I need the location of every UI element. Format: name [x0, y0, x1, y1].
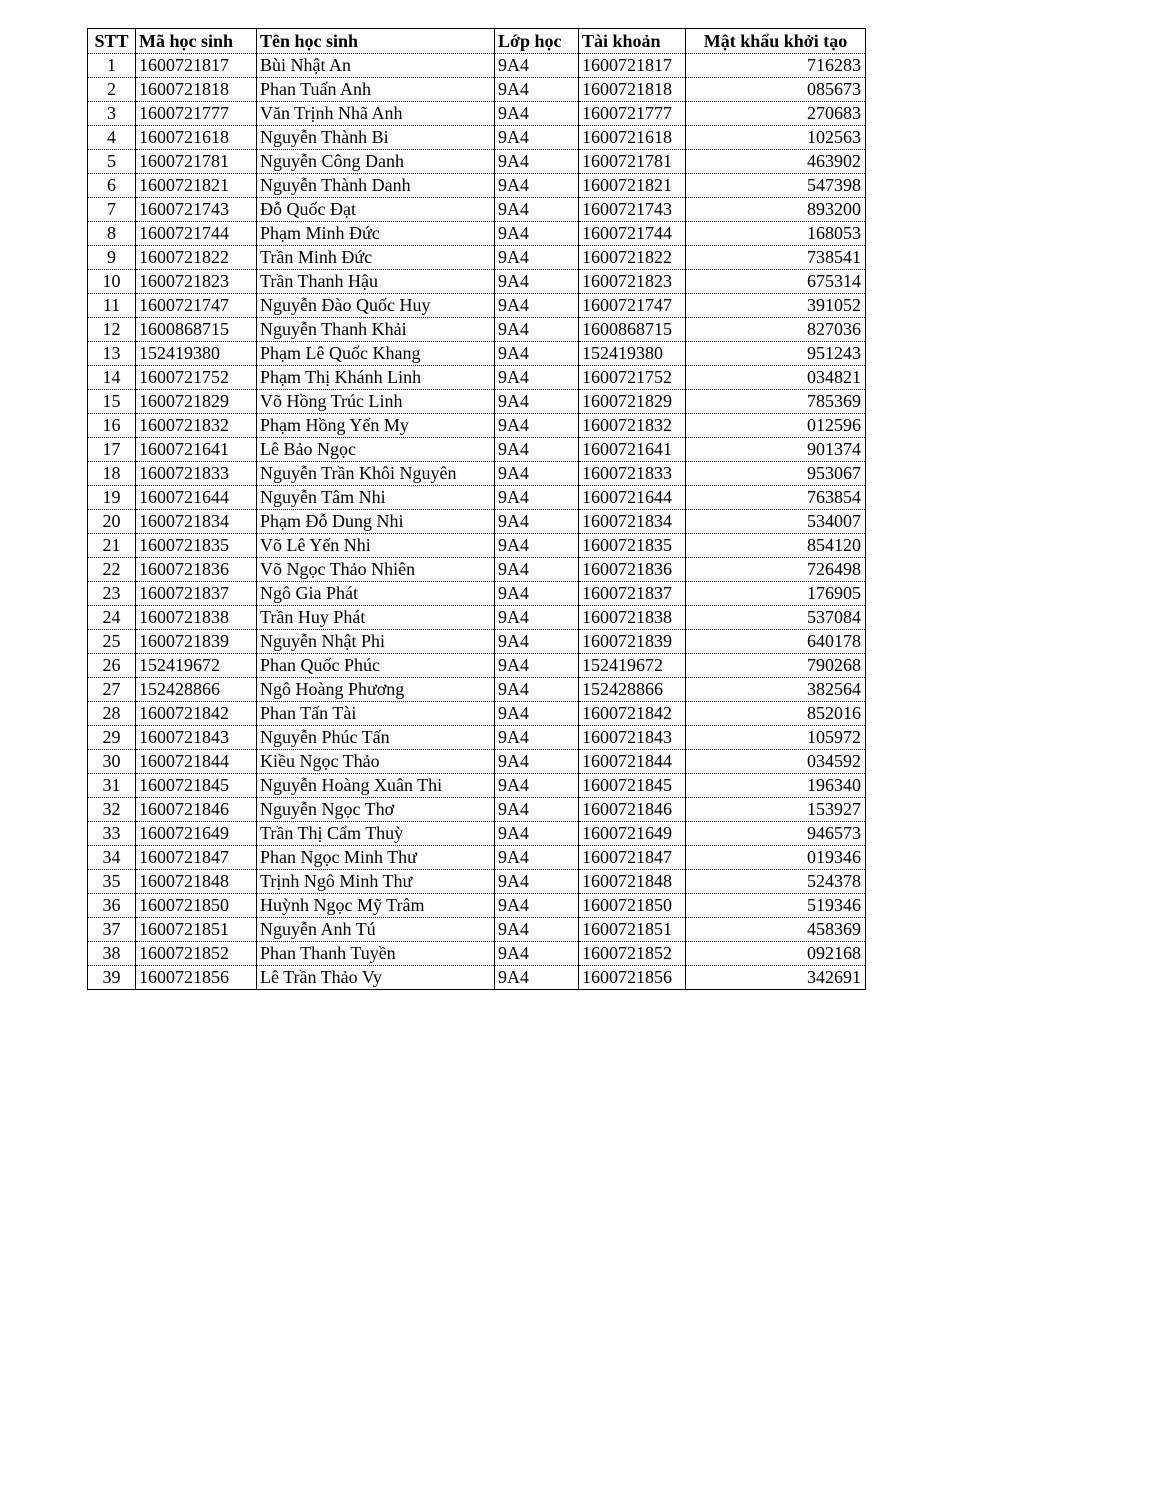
cell-ma-hoc-sinh: 1600721821 [136, 174, 257, 198]
cell-lop-hoc: 9A4 [495, 870, 579, 894]
cell-ten-hoc-sinh: Phạm Đỗ Dung Nhi [257, 510, 495, 534]
cell-ma-hoc-sinh: 1600721837 [136, 582, 257, 606]
cell-lop-hoc: 9A4 [495, 486, 579, 510]
cell-lop-hoc: 9A4 [495, 534, 579, 558]
cell-stt: 35 [88, 870, 136, 894]
cell-mat-khau: 092168 [686, 942, 866, 966]
cell-stt: 17 [88, 438, 136, 462]
cell-lop-hoc: 9A4 [495, 702, 579, 726]
cell-lop-hoc: 9A4 [495, 966, 579, 990]
cell-lop-hoc: 9A4 [495, 342, 579, 366]
cell-stt: 9 [88, 246, 136, 270]
cell-mat-khau: 102563 [686, 126, 866, 150]
cell-lop-hoc: 9A4 [495, 894, 579, 918]
cell-ma-hoc-sinh: 1600721842 [136, 702, 257, 726]
cell-mat-khau: 534007 [686, 510, 866, 534]
cell-lop-hoc: 9A4 [495, 918, 579, 942]
header-ten-hoc-sinh: Tên học sinh [257, 29, 495, 54]
cell-lop-hoc: 9A4 [495, 126, 579, 150]
cell-mat-khau: 901374 [686, 438, 866, 462]
cell-ma-hoc-sinh: 1600721843 [136, 726, 257, 750]
cell-ten-hoc-sinh: Phan Quốc Phúc [257, 654, 495, 678]
cell-ten-hoc-sinh: Phan Ngọc Minh Thư [257, 846, 495, 870]
cell-mat-khau: 012596 [686, 414, 866, 438]
cell-ma-hoc-sinh: 1600721752 [136, 366, 257, 390]
cell-mat-khau: 019346 [686, 846, 866, 870]
table-row [88, 558, 866, 582]
table-row [88, 222, 866, 246]
cell-ten-hoc-sinh: Bùi Nhật An [257, 54, 495, 78]
cell-tai-khoan: 1600721747 [579, 294, 686, 318]
cell-ma-hoc-sinh: 1600721856 [136, 966, 257, 990]
cell-lop-hoc: 9A4 [495, 438, 579, 462]
table-row [88, 750, 866, 774]
cell-ma-hoc-sinh: 1600721836 [136, 558, 257, 582]
cell-stt: 19 [88, 486, 136, 510]
cell-stt: 33 [88, 822, 136, 846]
cell-ma-hoc-sinh: 1600721641 [136, 438, 257, 462]
cell-tai-khoan: 1600721644 [579, 486, 686, 510]
cell-tai-khoan: 1600721743 [579, 198, 686, 222]
cell-tai-khoan: 1600721843 [579, 726, 686, 750]
table-row [88, 54, 866, 78]
cell-tai-khoan: 1600721845 [579, 774, 686, 798]
cell-ten-hoc-sinh: Nguyễn Tâm Nhi [257, 486, 495, 510]
cell-mat-khau: 827036 [686, 318, 866, 342]
cell-stt: 34 [88, 846, 136, 870]
cell-mat-khau: 716283 [686, 54, 866, 78]
cell-ten-hoc-sinh: Nguyễn Anh Tú [257, 918, 495, 942]
header-tai-khoan: Tài khoản [579, 29, 686, 54]
cell-lop-hoc: 9A4 [495, 822, 579, 846]
cell-tai-khoan: 1600721851 [579, 918, 686, 942]
table-row [88, 270, 866, 294]
cell-ma-hoc-sinh: 1600721649 [136, 822, 257, 846]
cell-ten-hoc-sinh: Ngô Gia Phát [257, 582, 495, 606]
cell-lop-hoc: 9A4 [495, 726, 579, 750]
cell-lop-hoc: 9A4 [495, 54, 579, 78]
cell-ten-hoc-sinh: Võ Lê Yến Nhi [257, 534, 495, 558]
cell-ma-hoc-sinh: 1600721847 [136, 846, 257, 870]
cell-ma-hoc-sinh: 1600721850 [136, 894, 257, 918]
cell-tai-khoan: 152428866 [579, 678, 686, 702]
cell-mat-khau: 640178 [686, 630, 866, 654]
table-row [88, 342, 866, 366]
cell-stt: 16 [88, 414, 136, 438]
cell-ma-hoc-sinh: 1600721835 [136, 534, 257, 558]
cell-mat-khau: 893200 [686, 198, 866, 222]
table-row [88, 726, 866, 750]
cell-ten-hoc-sinh: Nguyễn Thành Bi [257, 126, 495, 150]
cell-lop-hoc: 9A4 [495, 462, 579, 486]
table-row [88, 366, 866, 390]
cell-mat-khau: 168053 [686, 222, 866, 246]
cell-tai-khoan: 1600721822 [579, 246, 686, 270]
cell-ten-hoc-sinh: Nguyễn Trần Khôi Nguyên [257, 462, 495, 486]
table-row [88, 774, 866, 798]
table-row [88, 582, 866, 606]
cell-lop-hoc: 9A4 [495, 414, 579, 438]
table-row [88, 678, 866, 702]
cell-mat-khau: 547398 [686, 174, 866, 198]
cell-ten-hoc-sinh: Nguyễn Đào Quốc Huy [257, 294, 495, 318]
cell-ten-hoc-sinh: Trịnh Ngô Minh Thư [257, 870, 495, 894]
cell-ten-hoc-sinh: Phan Tuấn Anh [257, 78, 495, 102]
cell-ma-hoc-sinh: 152428866 [136, 678, 257, 702]
cell-ten-hoc-sinh: Phạm Lê Quốc Khang [257, 342, 495, 366]
cell-mat-khau: 085673 [686, 78, 866, 102]
cell-ten-hoc-sinh: Võ Hồng Trúc Linh [257, 390, 495, 414]
cell-stt: 20 [88, 510, 136, 534]
cell-mat-khau: 763854 [686, 486, 866, 510]
cell-ma-hoc-sinh: 1600721822 [136, 246, 257, 270]
cell-tai-khoan: 1600721818 [579, 78, 686, 102]
table-header [88, 29, 866, 54]
cell-lop-hoc: 9A4 [495, 654, 579, 678]
cell-mat-khau: 034592 [686, 750, 866, 774]
cell-lop-hoc: 9A4 [495, 678, 579, 702]
cell-ten-hoc-sinh: Phan Tấn Tài [257, 702, 495, 726]
cell-ten-hoc-sinh: Trần Thị Cẩm Thuỳ [257, 822, 495, 846]
cell-ma-hoc-sinh: 1600721744 [136, 222, 257, 246]
table-row [88, 606, 866, 630]
cell-lop-hoc: 9A4 [495, 270, 579, 294]
cell-mat-khau: 854120 [686, 534, 866, 558]
cell-mat-khau: 537084 [686, 606, 866, 630]
student-account-table [87, 28, 866, 990]
cell-lop-hoc: 9A4 [495, 78, 579, 102]
cell-mat-khau: 382564 [686, 678, 866, 702]
cell-mat-khau: 953067 [686, 462, 866, 486]
cell-lop-hoc: 9A4 [495, 582, 579, 606]
cell-ten-hoc-sinh: Phạm Thị Khánh Linh [257, 366, 495, 390]
cell-ma-hoc-sinh: 1600721832 [136, 414, 257, 438]
cell-tai-khoan: 1600721847 [579, 846, 686, 870]
table-body [88, 54, 866, 990]
cell-stt: 31 [88, 774, 136, 798]
cell-ma-hoc-sinh: 1600721781 [136, 150, 257, 174]
cell-ma-hoc-sinh: 1600721846 [136, 798, 257, 822]
cell-ten-hoc-sinh: Huỳnh Ngọc Mỹ Trâm [257, 894, 495, 918]
cell-stt: 32 [88, 798, 136, 822]
cell-ten-hoc-sinh: Nguyễn Nhật Phi [257, 630, 495, 654]
cell-ma-hoc-sinh: 1600721848 [136, 870, 257, 894]
cell-stt: 25 [88, 630, 136, 654]
cell-stt: 7 [88, 198, 136, 222]
cell-tai-khoan: 1600721836 [579, 558, 686, 582]
cell-tai-khoan: 1600721838 [579, 606, 686, 630]
cell-ten-hoc-sinh: Trần Thanh Hậu [257, 270, 495, 294]
cell-tai-khoan: 1600721833 [579, 462, 686, 486]
cell-tai-khoan: 152419672 [579, 654, 686, 678]
cell-ten-hoc-sinh: Phạm Hồng Yến My [257, 414, 495, 438]
cell-ten-hoc-sinh: Nguyễn Phúc Tấn [257, 726, 495, 750]
cell-mat-khau: 790268 [686, 654, 866, 678]
cell-ten-hoc-sinh: Kiều Ngọc Thảo [257, 750, 495, 774]
cell-stt: 39 [88, 966, 136, 990]
table-row [88, 966, 866, 990]
cell-stt: 4 [88, 126, 136, 150]
table-row [88, 246, 866, 270]
cell-ma-hoc-sinh: 1600721845 [136, 774, 257, 798]
table-row [88, 630, 866, 654]
cell-tai-khoan: 1600721829 [579, 390, 686, 414]
cell-tai-khoan: 1600721835 [579, 534, 686, 558]
cell-tai-khoan: 152419380 [579, 342, 686, 366]
cell-stt: 24 [88, 606, 136, 630]
cell-mat-khau: 951243 [686, 342, 866, 366]
cell-mat-khau: 458369 [686, 918, 866, 942]
table-row [88, 318, 866, 342]
cell-ma-hoc-sinh: 1600721818 [136, 78, 257, 102]
table-row [88, 390, 866, 414]
cell-tai-khoan: 1600721641 [579, 438, 686, 462]
table-row [88, 510, 866, 534]
table-row [88, 78, 866, 102]
cell-stt: 13 [88, 342, 136, 366]
cell-tai-khoan: 1600721842 [579, 702, 686, 726]
cell-stt: 38 [88, 942, 136, 966]
cell-mat-khau: 270683 [686, 102, 866, 126]
table-row [88, 150, 866, 174]
cell-mat-khau: 726498 [686, 558, 866, 582]
cell-tai-khoan: 1600721618 [579, 126, 686, 150]
cell-stt: 14 [88, 366, 136, 390]
cell-stt: 15 [88, 390, 136, 414]
table-row [88, 822, 866, 846]
cell-stt: 18 [88, 462, 136, 486]
cell-stt: 30 [88, 750, 136, 774]
cell-tai-khoan: 1600721817 [579, 54, 686, 78]
cell-lop-hoc: 9A4 [495, 750, 579, 774]
cell-ma-hoc-sinh: 1600721839 [136, 630, 257, 654]
table-row [88, 894, 866, 918]
cell-tai-khoan: 1600721781 [579, 150, 686, 174]
cell-ten-hoc-sinh: Nguyễn Hoàng Xuân Thi [257, 774, 495, 798]
table-row [88, 294, 866, 318]
cell-stt: 8 [88, 222, 136, 246]
cell-tai-khoan: 1600721649 [579, 822, 686, 846]
table-row [88, 654, 866, 678]
cell-mat-khau: 153927 [686, 798, 866, 822]
cell-ma-hoc-sinh: 1600721644 [136, 486, 257, 510]
cell-lop-hoc: 9A4 [495, 150, 579, 174]
table-row [88, 486, 866, 510]
cell-stt: 22 [88, 558, 136, 582]
cell-stt: 29 [88, 726, 136, 750]
table-row [88, 942, 866, 966]
cell-tai-khoan: 1600721837 [579, 582, 686, 606]
cell-lop-hoc: 9A4 [495, 246, 579, 270]
cell-lop-hoc: 9A4 [495, 630, 579, 654]
cell-lop-hoc: 9A4 [495, 558, 579, 582]
cell-ten-hoc-sinh: Văn Trịnh Nhã Anh [257, 102, 495, 126]
cell-ten-hoc-sinh: Lê Bảo Ngọc [257, 438, 495, 462]
cell-stt: 23 [88, 582, 136, 606]
cell-ma-hoc-sinh: 1600721844 [136, 750, 257, 774]
cell-lop-hoc: 9A4 [495, 798, 579, 822]
cell-mat-khau: 738541 [686, 246, 866, 270]
table-row [88, 462, 866, 486]
cell-tai-khoan: 1600721777 [579, 102, 686, 126]
cell-mat-khau: 034821 [686, 366, 866, 390]
cell-ma-hoc-sinh: 1600721838 [136, 606, 257, 630]
table-row [88, 174, 866, 198]
header-row [88, 29, 866, 54]
cell-ten-hoc-sinh: Ngô Hoàng Phương [257, 678, 495, 702]
cell-lop-hoc: 9A4 [495, 390, 579, 414]
cell-stt: 27 [88, 678, 136, 702]
cell-mat-khau: 675314 [686, 270, 866, 294]
cell-tai-khoan: 1600721834 [579, 510, 686, 534]
header-lop-hoc: Lớp học [495, 29, 579, 54]
cell-ma-hoc-sinh: 1600721747 [136, 294, 257, 318]
cell-ten-hoc-sinh: Võ Ngọc Thảo Nhiên [257, 558, 495, 582]
cell-ten-hoc-sinh: Trần Minh Đức [257, 246, 495, 270]
header-mat-khau: Mật khẩu khởi tạo [686, 29, 866, 54]
cell-lop-hoc: 9A4 [495, 222, 579, 246]
table-row [88, 126, 866, 150]
cell-tai-khoan: 1600721823 [579, 270, 686, 294]
cell-tai-khoan: 1600721852 [579, 942, 686, 966]
table-row [88, 846, 866, 870]
cell-ten-hoc-sinh: Phạm Minh Đức [257, 222, 495, 246]
cell-mat-khau: 852016 [686, 702, 866, 726]
table-row [88, 870, 866, 894]
cell-stt: 10 [88, 270, 136, 294]
cell-stt: 5 [88, 150, 136, 174]
cell-stt: 11 [88, 294, 136, 318]
cell-tai-khoan: 1600721821 [579, 174, 686, 198]
cell-stt: 1 [88, 54, 136, 78]
cell-ma-hoc-sinh: 1600721777 [136, 102, 257, 126]
cell-stt: 28 [88, 702, 136, 726]
cell-stt: 12 [88, 318, 136, 342]
cell-lop-hoc: 9A4 [495, 774, 579, 798]
cell-mat-khau: 519346 [686, 894, 866, 918]
table-row [88, 438, 866, 462]
cell-ma-hoc-sinh: 1600721817 [136, 54, 257, 78]
cell-lop-hoc: 9A4 [495, 318, 579, 342]
cell-ma-hoc-sinh: 1600721743 [136, 198, 257, 222]
cell-lop-hoc: 9A4 [495, 102, 579, 126]
cell-ma-hoc-sinh: 1600721851 [136, 918, 257, 942]
cell-tai-khoan: 1600721848 [579, 870, 686, 894]
table-row [88, 102, 866, 126]
cell-tai-khoan: 1600721844 [579, 750, 686, 774]
table-row [88, 534, 866, 558]
cell-mat-khau: 463902 [686, 150, 866, 174]
cell-lop-hoc: 9A4 [495, 294, 579, 318]
cell-ten-hoc-sinh: Nguyễn Thanh Khải [257, 318, 495, 342]
header-ma-hoc-sinh: Mã học sinh [136, 29, 257, 54]
cell-stt: 3 [88, 102, 136, 126]
cell-tai-khoan: 1600868715 [579, 318, 686, 342]
cell-stt: 26 [88, 654, 136, 678]
header-stt: STT [88, 29, 136, 54]
cell-mat-khau: 196340 [686, 774, 866, 798]
table-row [88, 414, 866, 438]
cell-mat-khau: 176905 [686, 582, 866, 606]
cell-lop-hoc: 9A4 [495, 366, 579, 390]
cell-ten-hoc-sinh: Nguyễn Thành Danh [257, 174, 495, 198]
cell-ten-hoc-sinh: Trần Huy Phát [257, 606, 495, 630]
cell-ma-hoc-sinh: 1600721829 [136, 390, 257, 414]
cell-tai-khoan: 1600721832 [579, 414, 686, 438]
cell-ma-hoc-sinh: 1600721852 [136, 942, 257, 966]
table-row [88, 798, 866, 822]
cell-ten-hoc-sinh: Nguyễn Công Danh [257, 150, 495, 174]
cell-stt: 6 [88, 174, 136, 198]
cell-ten-hoc-sinh: Lê Trần Thảo Vy [257, 966, 495, 990]
table-row [88, 198, 866, 222]
table-row [88, 918, 866, 942]
cell-ma-hoc-sinh: 1600721834 [136, 510, 257, 534]
cell-tai-khoan: 1600721839 [579, 630, 686, 654]
cell-mat-khau: 785369 [686, 390, 866, 414]
cell-stt: 37 [88, 918, 136, 942]
cell-ma-hoc-sinh: 1600868715 [136, 318, 257, 342]
cell-mat-khau: 946573 [686, 822, 866, 846]
table-row [88, 702, 866, 726]
cell-tai-khoan: 1600721744 [579, 222, 686, 246]
cell-stt: 2 [88, 78, 136, 102]
cell-stt: 36 [88, 894, 136, 918]
cell-ten-hoc-sinh: Đỗ Quốc Đạt [257, 198, 495, 222]
cell-tai-khoan: 1600721850 [579, 894, 686, 918]
cell-tai-khoan: 1600721752 [579, 366, 686, 390]
cell-stt: 21 [88, 534, 136, 558]
cell-ma-hoc-sinh: 1600721823 [136, 270, 257, 294]
cell-mat-khau: 524378 [686, 870, 866, 894]
cell-ma-hoc-sinh: 1600721618 [136, 126, 257, 150]
cell-lop-hoc: 9A4 [495, 942, 579, 966]
cell-ten-hoc-sinh: Phan Thanh Tuyền [257, 942, 495, 966]
cell-lop-hoc: 9A4 [495, 174, 579, 198]
cell-ma-hoc-sinh: 1600721833 [136, 462, 257, 486]
cell-lop-hoc: 9A4 [495, 846, 579, 870]
cell-tai-khoan: 1600721856 [579, 966, 686, 990]
cell-lop-hoc: 9A4 [495, 198, 579, 222]
cell-mat-khau: 391052 [686, 294, 866, 318]
cell-ten-hoc-sinh: Nguyễn Ngọc Thơ [257, 798, 495, 822]
cell-ma-hoc-sinh: 152419380 [136, 342, 257, 366]
cell-lop-hoc: 9A4 [495, 510, 579, 534]
cell-tai-khoan: 1600721846 [579, 798, 686, 822]
cell-lop-hoc: 9A4 [495, 606, 579, 630]
cell-mat-khau: 105972 [686, 726, 866, 750]
cell-ma-hoc-sinh: 152419672 [136, 654, 257, 678]
cell-mat-khau: 342691 [686, 966, 866, 990]
